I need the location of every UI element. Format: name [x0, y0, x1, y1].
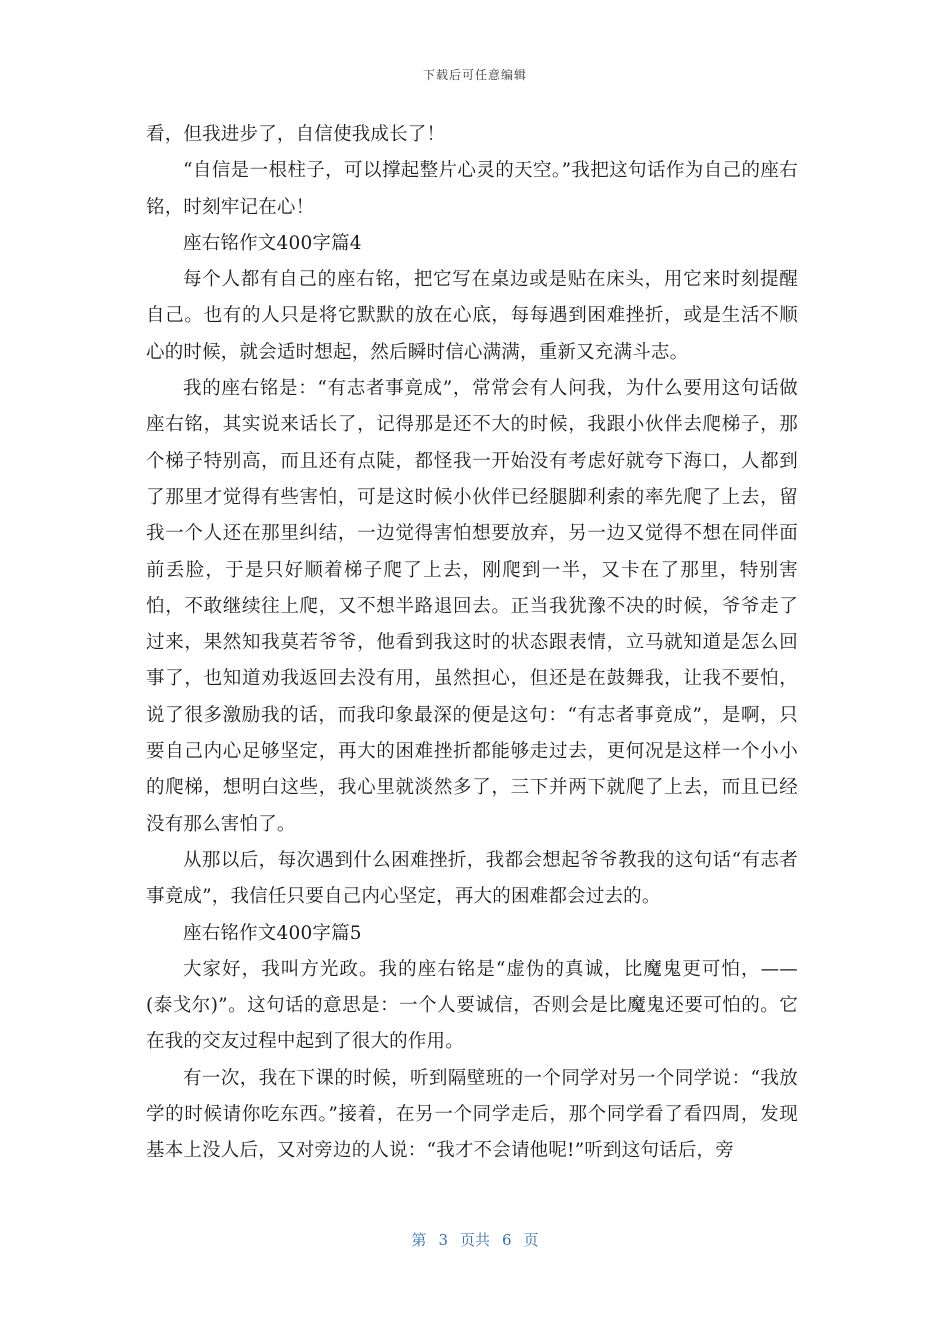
paragraph: 看，但我进步了，自信使我成长了！: [146, 124, 446, 145]
footer-middle: 页共: [459, 1231, 490, 1249]
footer-total-pages: 6: [502, 1231, 512, 1249]
document-body: [146, 117, 798, 1170]
paragraph: 每个人都有自己的座右铭，把它写在桌边或是贴在床头，用它来时刻提醒自己。也有的人只是将它默默的放在心底，每每遇到困难挫折，或是生活不顺心的时候，就会适时想起，然后瞬时信心满满，重新又充满斗志。: [146, 269, 798, 363]
paragraph: 我的座右铭是：“有志者事竟成”，常常会有人问我，为什么要用这句话做座右铭，其实说来话长了，记得那是还不大的时候，我跟小伙伴去爬梯子，那个梯子特别高，而且还有点陡，都怪我一开始没有考虑好就夸下海口，人都到了那里才觉得有些害怕，可是这时候小伙伴已经腿脚利索的率先爬了上去，留我一个人还在那里纠结，一边觉得害怕想要放弃，另一边又觉得不想在同伴面前丢脸，于是只好顺着梯子爬了上去，刚爬到一半，又卡在了那里，特别害怕，不敢继续往上爬，又不想半路退回去。正当我犹豫不决的时候，爷爷走了过来，果然知我莫若爷爷，他看到我这时的状态跟表情，立马就知道是怎么回事了，也知道劝我返回去没有用，虽然担心，但还是在鼓舞我，让我不要怕，说了很多激励我的话，而我印象最深的便是这句：“有志者事竟成”，是啊，只要自己内心足够坚定，再大的困难挫折都能够走过去，更何况是这样一个小小的爬梯，想明白这些，我心里就淡然多了，三下并两下就爬了上去，而且已经没有那么害怕了。: [146, 378, 798, 835]
paragraph: 有一次，我在下课的时候，听到隔壁班的一个同学对另一个同学说：“我放学的时候请你吃东西。”接着，在另一个同学走后，那个同学看了看四周，发现基本上没人后，又对旁边的人说：“我才不会请他呢!”听到这句话后，旁: [146, 1067, 798, 1162]
footer-suffix: 页: [523, 1231, 539, 1249]
page-footer: [0, 1229, 950, 1250]
page-header: 下载后可任意编辑: [422, 68, 527, 82]
section-heading: 座右铭作文400字篇4: [183, 232, 362, 254]
footer-page-number: 3: [438, 1231, 448, 1249]
paragraph: 大家好，我叫方光政。我的座右铭是“虚伪的真诚，比魔鬼更可怕，——(泰戈尔)”。这句话的意思是：一个人要诚信，否则会是比魔鬼还要可怕的。它在我的交友过程中起到了很大的作用。: [146, 958, 798, 1053]
paragraph: “自信是一根柱子，可以撑起整片心灵的天空。”我把这句话作为自己的座右铭，时刻牢记在心！: [146, 160, 798, 218]
footer-prefix: 第: [411, 1231, 427, 1249]
section-heading: 座右铭作文400字篇5: [183, 922, 362, 944]
paragraph: 从那以后，每次遇到什么困难挫折，我都会想起爷爷教我的这句话“有志者事竟成”，我信任只要自己内心坚定，再大的困难都会过去的。: [146, 849, 798, 908]
